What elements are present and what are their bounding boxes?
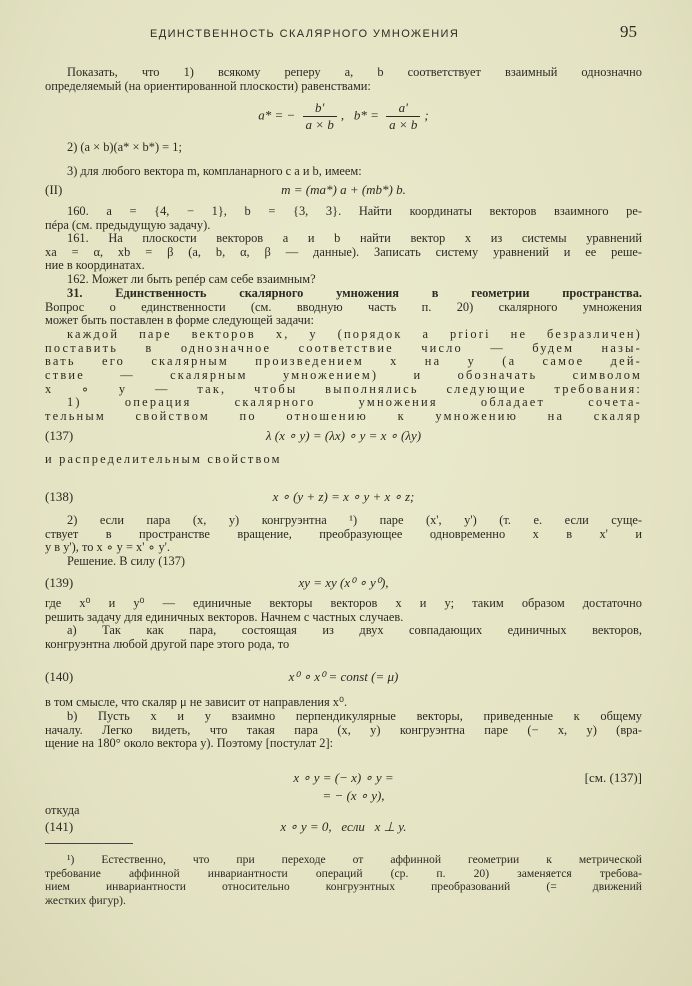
- requirement-1: [45, 396, 642, 423]
- equation-expression: λ (x ∘ y) = (λx) ∘ y = x ∘ (λy): [265, 428, 422, 443]
- task-statement: [45, 328, 642, 396]
- text-line: y в y'), то x ∘ y = x' ∘ y'.: [45, 541, 170, 555]
- text-line: 1) операция скалярного умножения обладает сочета-: [67, 396, 642, 409]
- equation-expression: x ∘ y = 0, если x ⊥ y.: [280, 819, 407, 834]
- item-2: [45, 141, 642, 155]
- text-line: вать его скалярным произведением x на y (а самое дей-: [45, 355, 642, 369]
- text-line: определяемый (на ориентированной плоскости) равенствами:: [45, 79, 371, 93]
- item-3: [45, 165, 642, 179]
- equation-number: (139): [45, 575, 74, 590]
- formula-part: b* =: [353, 107, 379, 123]
- equation-number: (II): [45, 182, 63, 197]
- text-line: 3) для любого вектора m, компланарного с a и b, имеем:: [67, 165, 362, 178]
- text-line: а) Так как пара, состоящая из двух совпадающих единичных векторов,: [67, 624, 642, 637]
- text-line: Вопрос о единственности (см. вводную часть п. 20) скалярного умножения: [45, 300, 642, 314]
- text-line: тельным свойством по отношению к умножению на скаляр: [45, 409, 642, 423]
- equation-expression: x ∘ y = (− x) ∘ y =: [293, 770, 394, 785]
- equation-II: [45, 182, 642, 198]
- equation-expression: m = (ma*) a + (mb*) b.: [281, 182, 406, 197]
- numerator: a': [398, 100, 408, 115]
- text-line: где x⁰ и y⁰ — единичные векторы векторов x и y; таким образом достаточно: [45, 597, 642, 610]
- formula-part: ,: [340, 107, 345, 123]
- text-line: ствие — скалярным умножением) и обозначать символом: [45, 369, 642, 383]
- text-line: конгруэнтна любой другой паре этого рода, то: [45, 637, 290, 651]
- solution-line: [45, 555, 642, 569]
- text-line: 161. На плоскости векторов a и b найти вектор x из системы уравнений: [67, 232, 642, 245]
- text-line: и распределительным свойством: [45, 453, 282, 466]
- equation-number: (141): [45, 819, 74, 834]
- sense-line: [45, 696, 642, 710]
- text-line: 160. a = {4, − 1}, b = {3, 3}. Найти координаты векторов взаимного ре-: [67, 205, 642, 218]
- equation-reference: [см. (137)]: [584, 770, 642, 785]
- fraction: [386, 100, 420, 133]
- equation-b-line1: [45, 770, 642, 786]
- equation-number: (138): [45, 489, 74, 504]
- equation-expression: xy = xy (x⁰ ∘ y⁰),: [298, 575, 389, 590]
- text-line: в том смысле, что скаляр μ не зависит от направления x⁰.: [45, 696, 348, 709]
- whence-line: [45, 804, 642, 818]
- where-paragraph: [45, 597, 642, 624]
- text-line: щение на 180° около вектора y). Поэтому [постулат 2]:: [45, 737, 334, 751]
- text-line: Решение. В силу (137): [67, 555, 186, 568]
- text-line: Показать, что 1) всякому реперу a, b соответствует взаимный однозначно: [67, 66, 642, 79]
- text-line: требование аффинной инвариантности операций (ср. п. 20) заменяется требова-: [45, 866, 642, 880]
- text-line: ние в координатах.: [45, 259, 145, 273]
- text-line: каждой паре векторов x, y (порядок a priori не безразличен): [67, 328, 642, 341]
- requirement-2: [45, 514, 642, 555]
- text-line: ¹) Естественно, что при переходе от аффинной геометрии к метрической: [67, 853, 642, 866]
- footnote: [45, 853, 642, 908]
- page-number: 95: [620, 22, 637, 41]
- text-line: жестких фигур).: [45, 894, 126, 908]
- distributive-line: [45, 453, 642, 467]
- equation-number: (137): [45, 428, 74, 443]
- text-line: xa = α, xb = β (a, b, α, β — данные). Записать систему уравнений и ее реше-: [45, 245, 642, 259]
- running-header: ЕДИНСТВЕННОСТЬ СКАЛЯРНОГО УМНОЖЕНИЯ: [150, 28, 460, 40]
- equation-137: [45, 428, 642, 444]
- case-b: [45, 710, 642, 751]
- text-line: 162. Может ли быть репéр сам себе взаимным?: [67, 273, 316, 286]
- text-line: нием инвариантности относительно конгруэнтных преобразований (= движений: [45, 880, 642, 894]
- fraction: [303, 100, 337, 133]
- equation-b-line2: [45, 788, 642, 804]
- problem-161: [45, 232, 642, 273]
- section-31: [45, 287, 642, 328]
- text-line: 2) (a × b)(a* × b*) = 1;: [67, 141, 182, 154]
- text-line: поставить в однозначное соответствие число — будем назы-: [45, 341, 642, 355]
- equation-expression: = − (x ∘ y),: [322, 788, 385, 803]
- denominator: a × b: [386, 116, 420, 133]
- text-line: решить задачу для единичных векторов. Начнем с частных случаев.: [45, 610, 404, 624]
- equation-expression: x⁰ ∘ x⁰ = const (= μ): [288, 669, 399, 684]
- text-line: 2) если пара (x, y) конгруэнтна ¹) паре (x', y') (т. е. если суще-: [67, 514, 642, 527]
- numerator: b': [315, 100, 325, 115]
- equation-140: [45, 669, 642, 685]
- problem-162: [45, 273, 642, 287]
- reciprocal-frame-formula: [45, 100, 642, 136]
- text-line: b) Пусть x и y взаимно перпендикулярные векторы, приведенные к общему: [67, 710, 642, 723]
- intro-paragraph: [45, 66, 642, 93]
- denominator: a × b: [303, 116, 337, 133]
- text-line: ствует в пространстве вращение, преобразующее одновременно x в x' и: [45, 527, 642, 541]
- case-a: [45, 624, 642, 651]
- text-line: пéра (см. предыдущую задачу).: [45, 218, 211, 232]
- equation-expression: x ∘ (y + z) = x ∘ y + x ∘ z;: [272, 489, 415, 504]
- section-title: 31. Единственность скалярного умножения в геометрии пространства.: [67, 287, 642, 300]
- equation-139: [45, 575, 642, 591]
- equation-138: [45, 489, 642, 505]
- text-line: может быть поставлен в форме следующей задачи:: [45, 314, 314, 328]
- text-line: началу. Легко видеть, что такая пара (x, y) конгруэнтна паре (− x, y) (вра-: [45, 723, 642, 737]
- text-line: x ∘ y — так, чтобы выполнялись следующие требования:: [45, 382, 642, 396]
- formula-part: ;: [424, 107, 429, 123]
- equation-141: [45, 819, 642, 835]
- formula-part: a* = −: [258, 107, 296, 123]
- footnote-divider: [45, 843, 133, 844]
- problem-160: [45, 205, 642, 232]
- text-line: откуда: [45, 804, 80, 817]
- equation-number: (140): [45, 669, 74, 684]
